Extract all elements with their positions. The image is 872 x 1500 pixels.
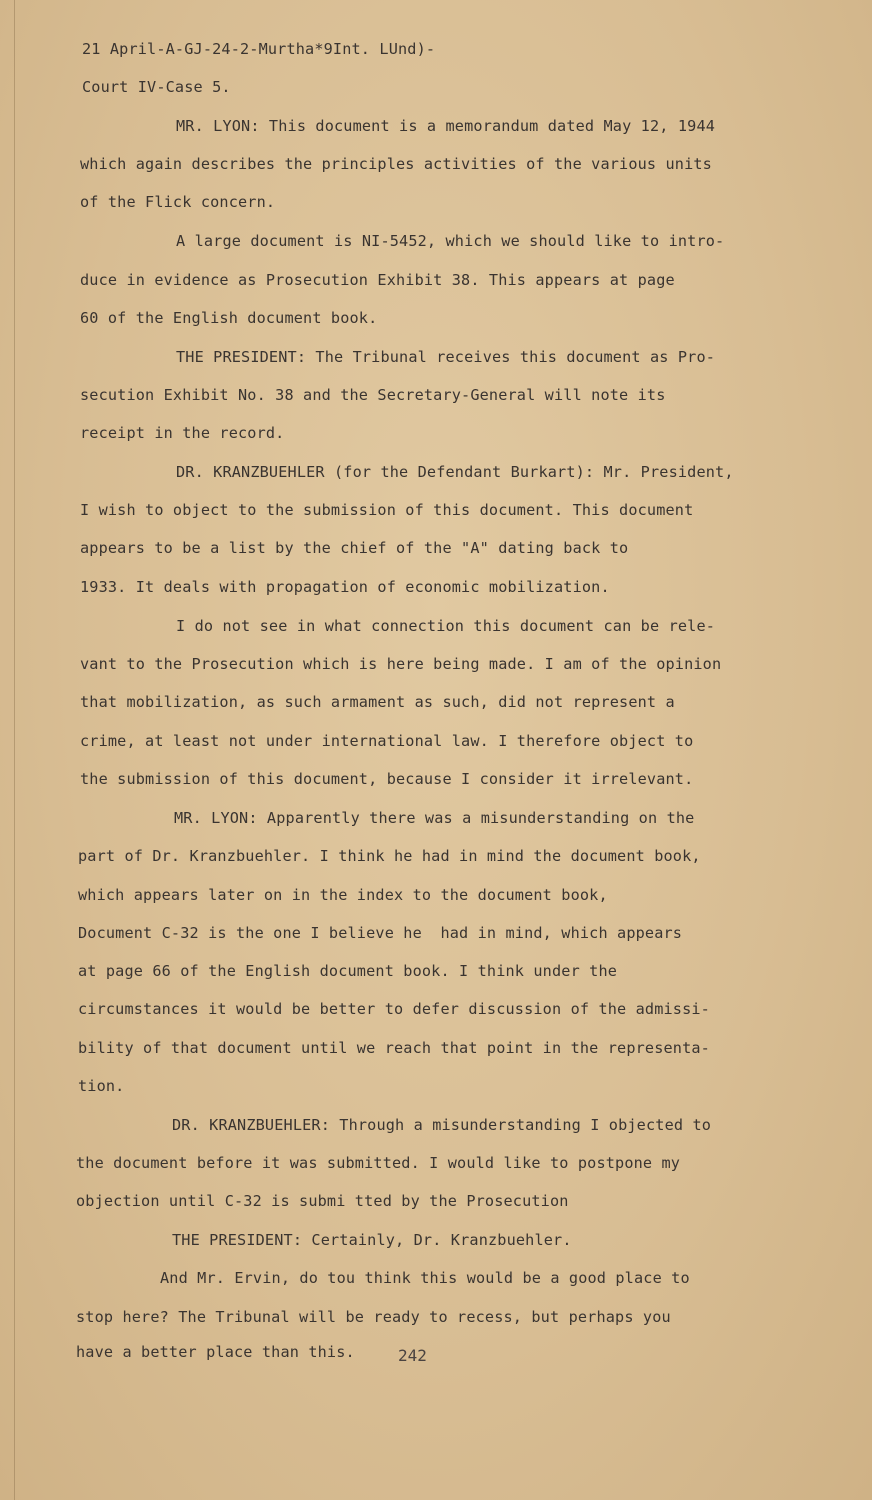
- text-line: A large document is NI-5452, which we should like to intro-: [176, 232, 725, 250]
- text-line: 60 of the English document book.: [80, 309, 378, 327]
- text-line: I do not see in what connection this document can be rele-: [176, 617, 716, 635]
- text-line: DR. KRANZBUEHLER: Through a misunderstanding I objected to: [172, 1116, 712, 1134]
- header-line-1: 21 April-A-GJ-24-2-Murtha*9Int. LUnd)-: [82, 40, 436, 58]
- text-line: DR. KRANZBUEHLER (for the Defendant Burkart): Mr. President,: [176, 463, 734, 481]
- text-line: THE PRESIDENT: The Tribunal receives this document as Pro-: [176, 348, 716, 366]
- text-line: receipt in the record.: [80, 424, 285, 442]
- text-line: I wish to object to the submission of this document. This document: [80, 501, 694, 519]
- text-line: MR. LYON: This document is a memorandum dated May 12, 1944: [176, 117, 716, 135]
- text-line: Document C-32 is the one I believe he had in mind, which appears: [78, 924, 683, 942]
- page-number: 242: [398, 1346, 427, 1365]
- text-line: secution Exhibit No. 38 and the Secretary-General will note its: [80, 386, 666, 404]
- text-line: THE PRESIDENT: Certainly, Dr. Kranzbuehler.: [172, 1231, 572, 1249]
- text-line: the submission of this document, because I consider it irrelevant.: [80, 770, 694, 788]
- text-line: vant to the Prosecution which is here being made. I am of the opinion: [80, 655, 722, 673]
- text-line: crime, at least not under international law. I therefore object to: [80, 732, 694, 750]
- text-line: bility of that document until we reach that point in the representa-: [78, 1039, 710, 1057]
- text-line: objection until C-32 is submi tted by the Prosecution: [76, 1192, 569, 1210]
- binding-edge: [0, 0, 15, 1500]
- text-line: part of Dr. Kranzbuehler. I think he had in mind the document book,: [78, 847, 701, 865]
- text-line: at page 66 of the English document book. I think under the: [78, 962, 618, 980]
- text-line: have a better place than this.: [76, 1343, 355, 1361]
- text-line: MR. LYON: Apparently there was a misunderstanding on the: [174, 809, 695, 827]
- text-line: circumstances it would be better to defer discussion of the admissi-: [78, 1000, 710, 1018]
- text-line: And Mr. Ervin, do tou think this would be a good place to: [160, 1269, 690, 1287]
- text-line: the document before it was submitted. I would like to postpone my: [76, 1154, 681, 1172]
- text-line: appears to be a list by the chief of the "A" dating back to: [80, 539, 629, 557]
- text-line: 1933. It deals with propagation of economic mobilization.: [80, 578, 610, 596]
- text-line: which again describes the principles activities of the various units: [80, 155, 712, 173]
- text-line: duce in evidence as Prosecution Exhibit 38. This appears at page: [80, 271, 675, 289]
- text-line: that mobilization, as such armament as such, did not represent a: [80, 693, 675, 711]
- text-line: of the Flick concern.: [80, 193, 276, 211]
- text-line: tion.: [78, 1077, 125, 1095]
- text-line: stop here? The Tribunal will be ready to recess, but perhaps you: [76, 1308, 671, 1326]
- header-line-2: Court IV-Case 5.: [82, 78, 231, 96]
- text-line: which appears later on in the index to the document book,: [78, 886, 608, 904]
